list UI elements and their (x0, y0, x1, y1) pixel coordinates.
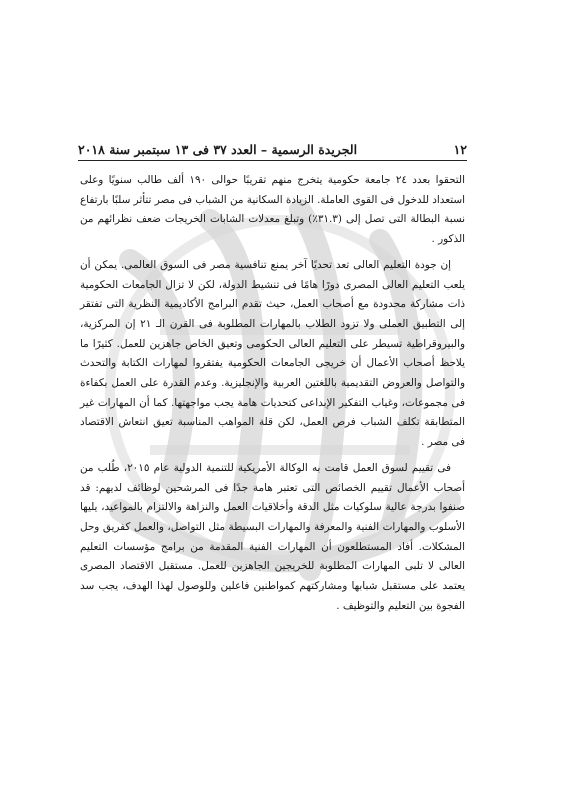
page-number: ١٢ (453, 141, 467, 157)
article-body (80, 171, 465, 622)
paragraph: فى تقييم لسوق العمل قامت به الوكالة الأمريكية للتنمية الدولية عام ٢٠١٥، طُلب من أصحاب الأعمال تقييم الخصائص التى تعتبر هامة جدًا فى المرشحين لوظائف لديهم: قد صنفوا بدرجة عالية سلوكيات مثل الدقة وأخلاقيات العمل والنزاهة والالتزام بالمواعيد، يليها الأسلوب والمهارات الفنية والمعرفة والمهارات البسيطة مثل التواصل، والعمل كفريق وحل المشكلات. أفاد المستطلعون أن المهارات الفنية المقدمة من برامج مؤسسات التعليم العالى لا تلبى المهارات المطلوبة للخريجين الجاهزين للعمل. مستقبل الاقتصاد المصرى يعتمد على مستقبل شبابها ومشاركتهم كمواطنين فاعلين وللوصول لهذا الهدف، يجب سد الفجوة بين التعليم والتوظيف . (80, 461, 465, 612)
paragraph: إن جودة التعليم العالى تعد تحديًا آخر يمنع تنافسية مصر فى السوق العالمى. يمكن أن يلعب التعليم العالى المصرى دورًا هامًا فى تنشيط الدولة، لكن لا تزال الجامعات الحكومية ذات مشاركة محدودة مع أصحاب العمل، حيث تقدم البرامج الأكاديمية النظرية التى تفتقر إلى التطبيق العملى ولا تزود الطلاب بالمهارات المطلوبة فى القرن الـ ٢١ إن المركزية، والبيروقراطية تسيطر على التعليم العالى الحكومى وتعيق الخاص جاهزين للعمل. كثيرًا ما يلاحظ أصحاب الأعمال أن خريجى الجامعات الحكومية يفتقروا لمهارات الكتابة والتحدث والتواصل والعروض التقديمية باللغتين العربية والإنجليزية. وعدم القدرة على العمل بكفاءة فى مجموعات، وغياب التفكير الإبداعى كتحديات هامة يجب مواجهتها. كما أن المهارات غير المتطابقة تكلف الشباب فرص العمل، لكن قلة المواهب المناسبة تعيق انتعاش الاقتصاد فى مصر . (80, 258, 466, 449)
paragraph: التحقوا بعدد ٢٤ جامعة حكومية يتخرج منهم تقريبًا حوالى ١٩٠ ألف طالب سنويًا وعلى استعداد للدخول فى القوى العاملة. الزيادة السكانية من الشباب فى مصر تتأثر سلبًا بارتفاع نسبة البطالة التى تصل إلى (٣١.٣٪) وتبلغ معدلات الشابات الخريجات ضعف نظرائهم من الذكور . (79, 174, 466, 246)
running-title: الجريدة الرسمية – العدد ٣٧ فى ١٣ سبتمبر سنة ٢٠١٨ (78, 141, 358, 157)
header-divider (78, 160, 467, 161)
page-header (78, 140, 467, 158)
